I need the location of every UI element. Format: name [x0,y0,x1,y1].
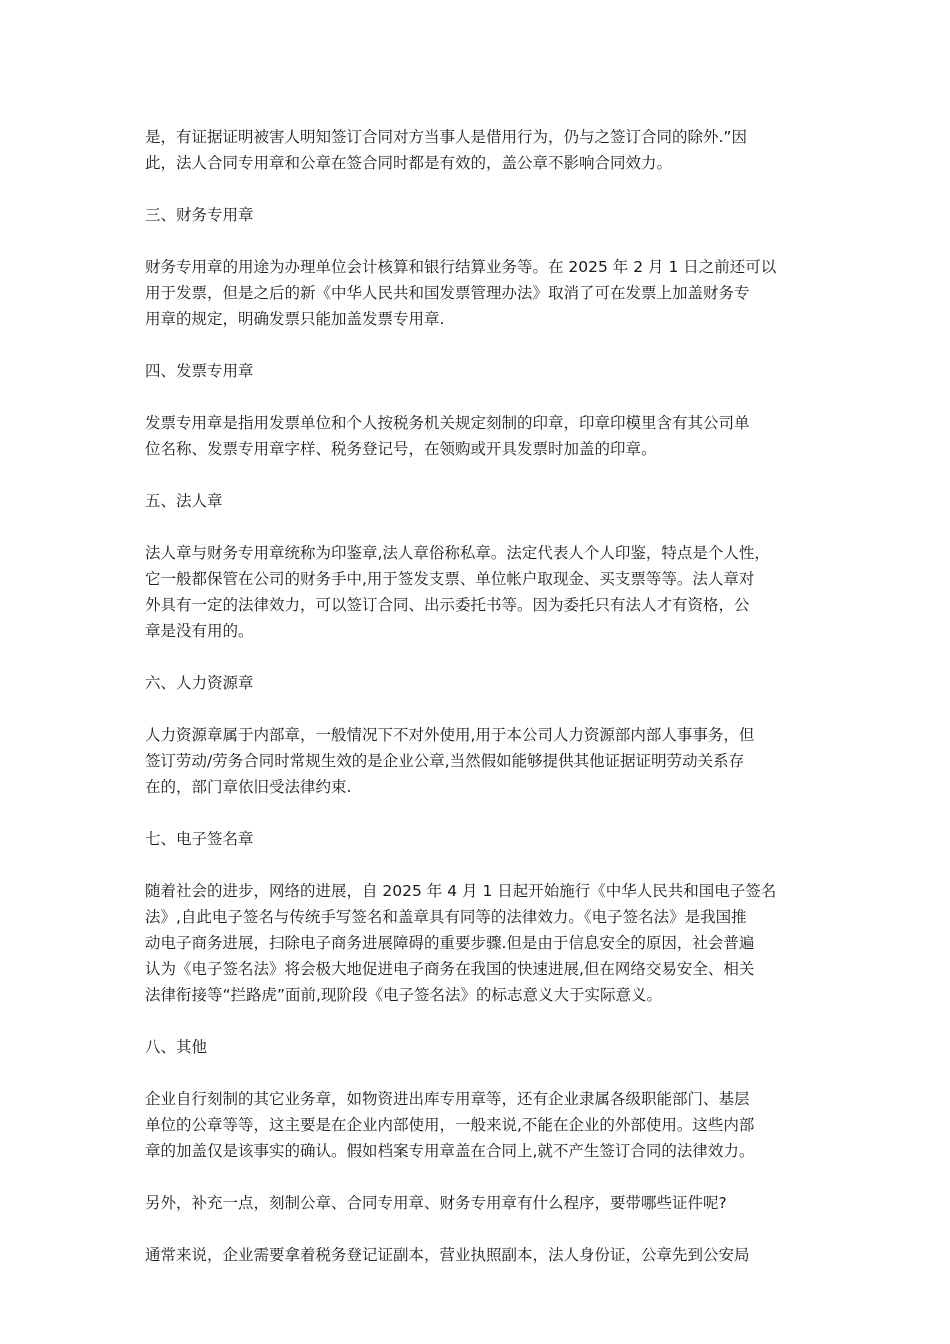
paragraph-hr-seal: 人力资源章属于内部章，一般情况下不对外使用,用于本公司人力资源部内部人事事务，但 签订劳动/劳务合同时常规生效的是企业公章,当然假如能够提供其他证据证明劳动关系存 在的，部门章依旧受法律约束. [145,726,755,796]
paragraph-legal-person-seal: 法人章与财务专用章统称为印鉴章,法人章俗称私章。法定代表人个人印鉴，特点是个人性， 它一般都保管在公司的财务手中,用于签发支票、单位帐户取现金、买支票等等。法人章对 外具有一定的法律效力，可以签订合同、出示委托书等。因为委托只有法人才有资格，公 章是没有用的。 [145,544,770,640]
heading-invoice-seal: 四、发票专用章 [145,362,254,380]
paragraph-finance-seal: 财务专用章的用途为办理单位会计核算和银行结算业务等。在 2025 年 2 月 1 日之前还可以 用于发票，但是之后的新《中华人民共和国发票管理办法》取消了可在发票上加盖财务专 用章的规定，明确发票只能加盖发票专用章. [145,258,777,328]
heading-finance-seal: 三、财务专用章 [145,206,254,224]
heading-other: 八、其他 [145,1038,208,1056]
paragraph-e-signature-seal: 随着社会的进步，网络的进展，自 2025 年 4 月 1 日起开始施行《中华人民共和国电子签名 法》,自此电子签名与传统手写签名和盖章具有同等的法律效力。《电子签名法》是我国推 动电子商务进展，扫除电子商务进展障碍的重要步骤.但是由于信息安全的原因，社会普遍 认为《电子签名法》将会极大地促进电子商务在我国的快速进展,但在网络交易安全、相关 法律衔接等“拦路虎”面前,现阶段《电子签名法》的标志意义大于实际意义。 [145,882,777,1004]
paragraph-supplement: 另外，补充一点，刻制公章、合同专用章、财务专用章有什么程序，要带哪些证件呢? [145,1194,727,1212]
paragraph-invoice-seal: 发票专用章是指用发票单位和个人按税务机关规定刻制的印章，印章印模里含有其公司单 位名称、发票专用章字样、税务登记号，在领购或开具发票时加盖的印章。 [145,414,750,458]
paragraph-intro: 是，有证据证明被害人明知签订合同对方当事人是借用行为，仍与之签订合同的除外.”因 此，法人合同专用章和公章在签合同时都是有效的，盖公章不影响合同效力。 [145,128,747,172]
heading-hr-seal: 六、人力资源章 [145,674,254,692]
paragraph-procedure: 通常来说，企业需要拿着税务登记证副本，营业执照副本，法人身份证，公章先到公安局 [145,1246,750,1264]
paragraph-other: 企业自行刻制的其它业务章，如物资进出库专用章等，还有企业隶属各级职能部门、基层 单位的公章等等，这主要是在企业内部使用，一般来说,不能在企业的外部使用。这些内部 章的加盖仅是该事实的确认。假如档案专用章盖在合同上,就不产生签订合同的法律效力。 [145,1090,755,1160]
heading-e-signature-seal: 七、电子签名章 [145,830,254,848]
heading-legal-person-seal: 五、法人章 [145,492,223,510]
document-body [145,124,805,1294]
